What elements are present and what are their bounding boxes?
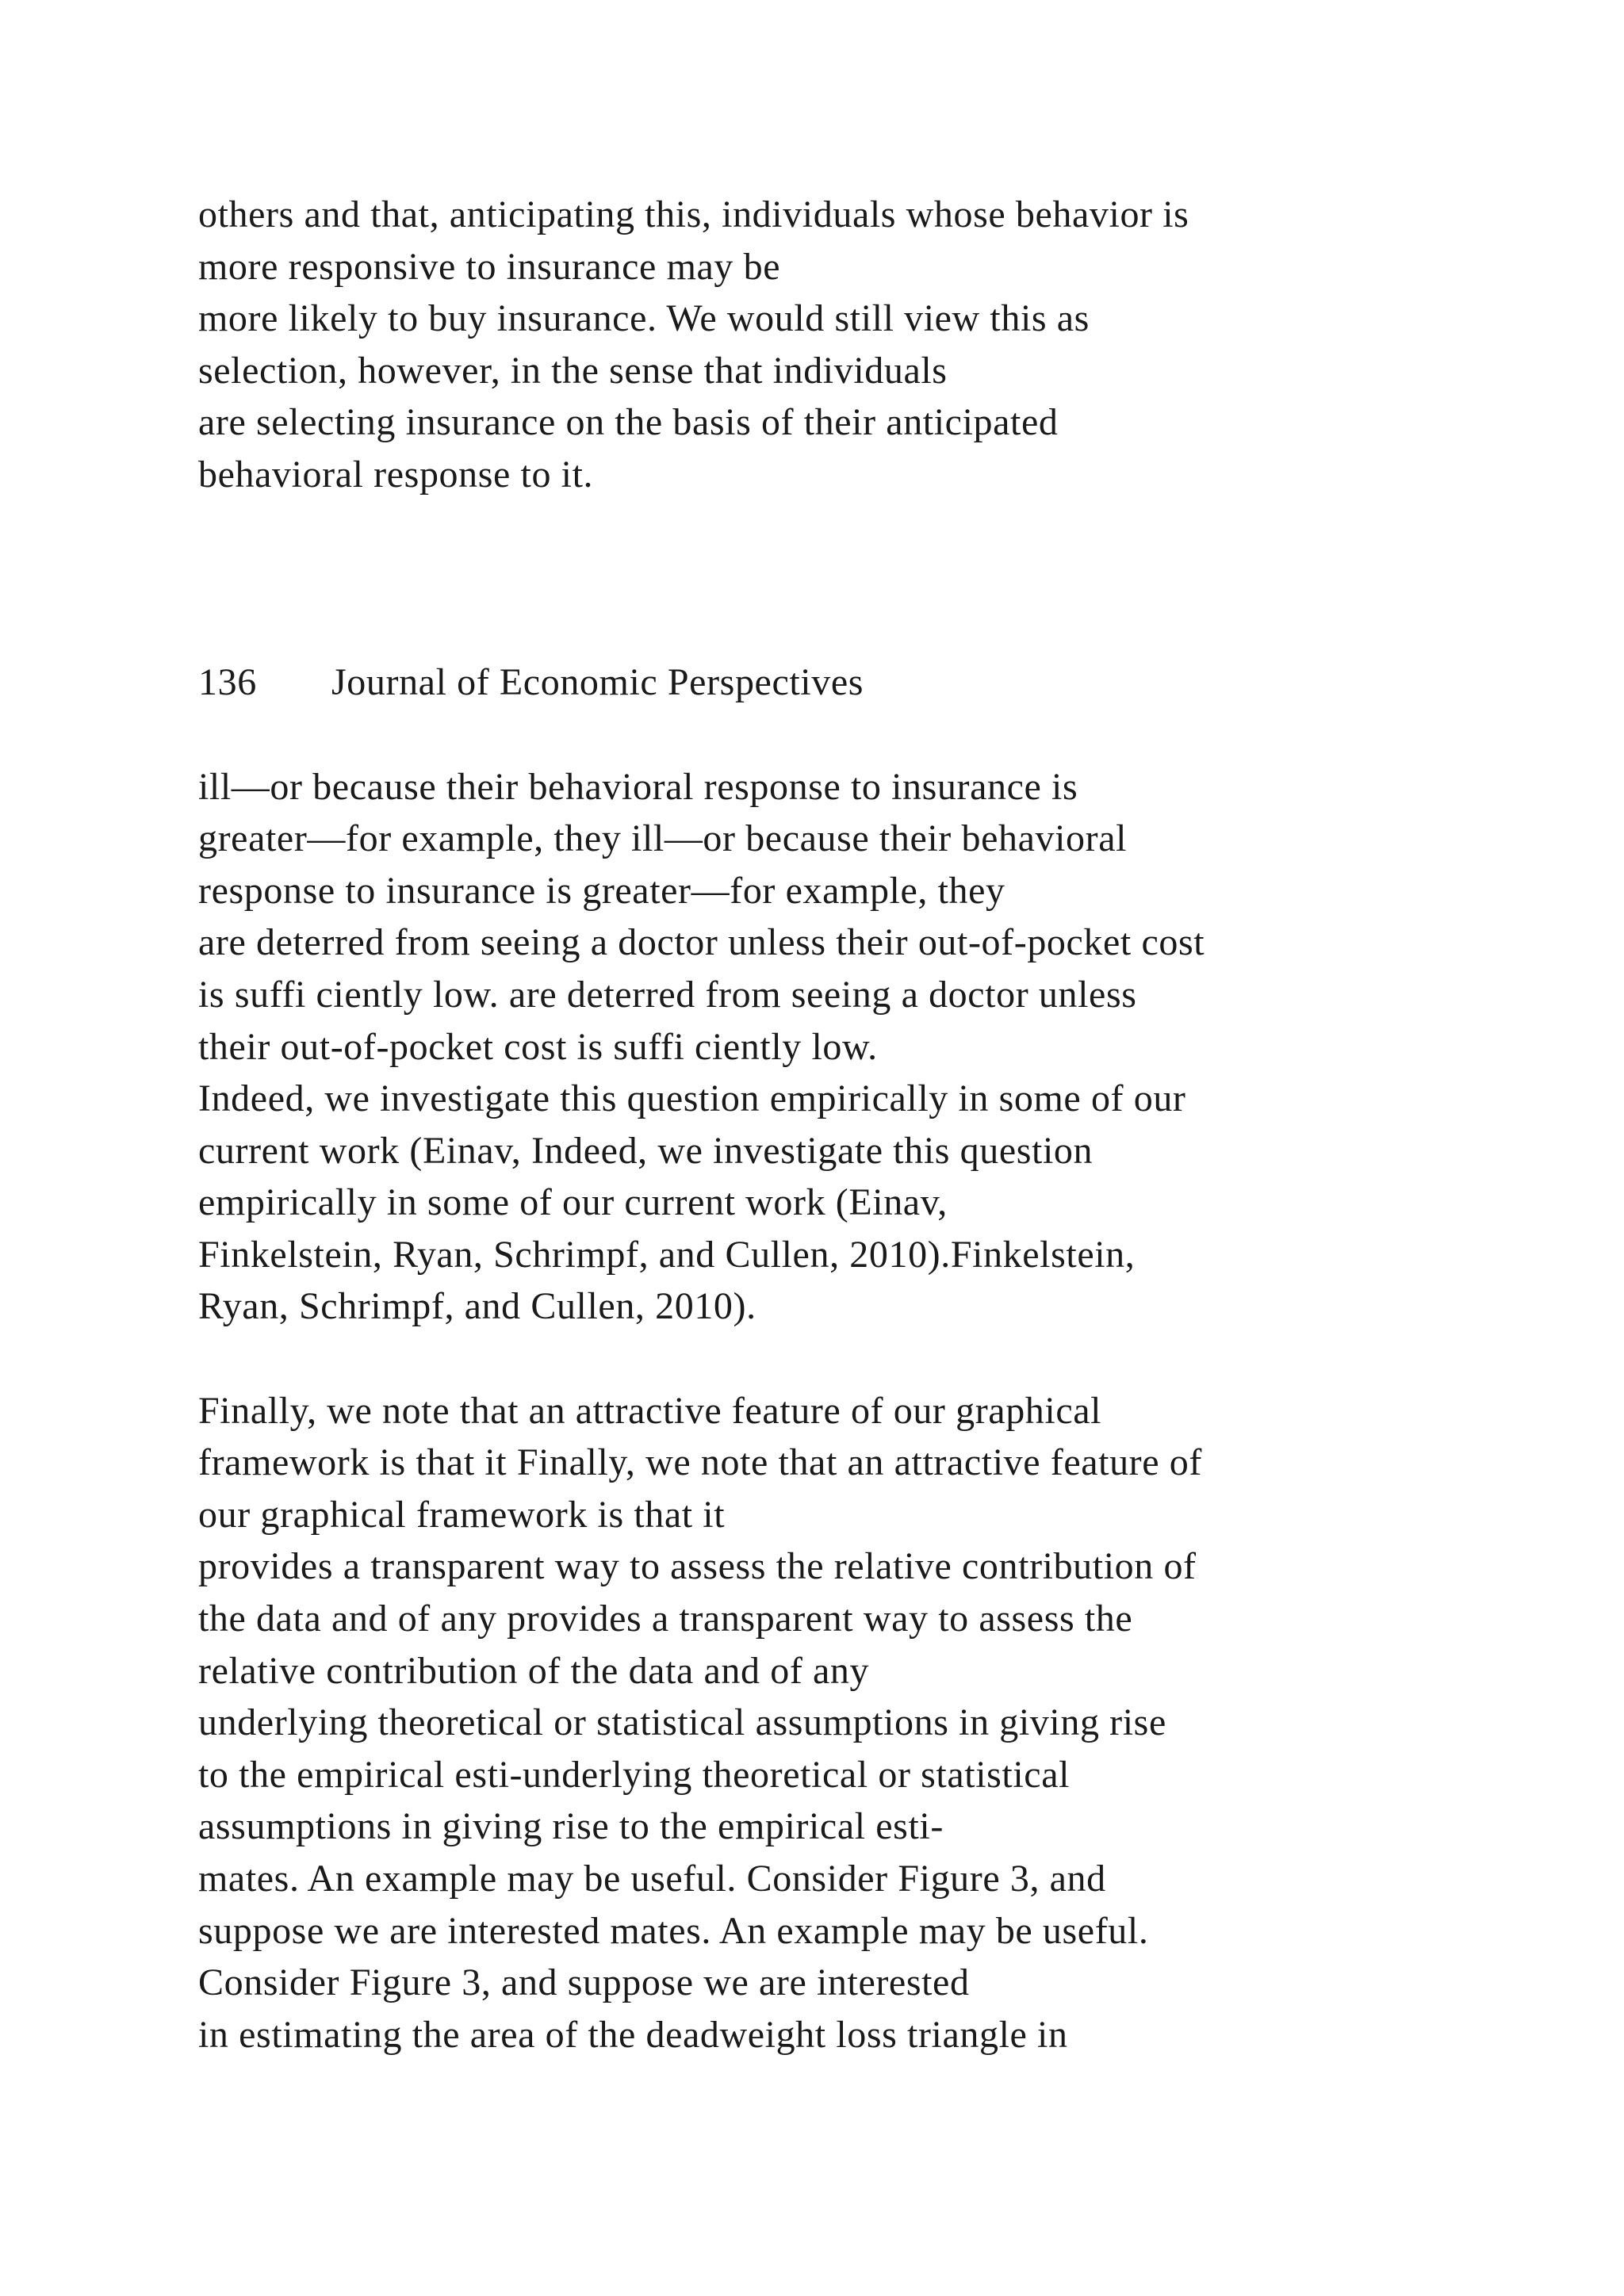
running-header [198, 656, 1467, 709]
text-line: framework is that it Finally, we note that an attractive feature of [198, 1441, 1202, 1484]
text-line: selection, however, in the sense that individuals [198, 349, 948, 392]
text-line: current work (Einav, Indeed, we investigate this question [198, 1129, 1094, 1172]
spacer [198, 709, 1467, 761]
text-line: the data and of any provides a transparent way to assess the [198, 1598, 1133, 1640]
page-number: 136 [198, 661, 257, 704]
text-line: others and that, anticipating this, individuals whose behavior is [198, 193, 1189, 235]
text-line: are selecting insurance on the basis of their anticipated [198, 401, 1059, 444]
text-line: Finally, we note that an attractive feature of our graphical [198, 1389, 1102, 1432]
text-line: provides a transparent way to assess the relative contribution of [198, 1545, 1197, 1588]
text-line: greater—for example, they ill—or because their behavioral [198, 817, 1128, 860]
text-line: Ryan, Schrimpf, and Cullen, 2010). [198, 1285, 756, 1328]
text-line: relative contribution of the data and of any [198, 1649, 870, 1692]
text-line: assumptions in giving rise to the empirical esti- [198, 1805, 944, 1848]
text-line: their out-of-pocket cost is suffi ciently low. [198, 1025, 878, 1068]
text-line: behavioral response to it. [198, 453, 594, 496]
text-line: are deterred from seeing a doctor unless their out-of-pocket cost [198, 921, 1205, 964]
text-line: empirically in some of our current work (Einav, [198, 1181, 948, 1224]
text-line: ill—or because their behavioral response to insurance is [198, 765, 1078, 808]
spacer [198, 553, 1467, 605]
spacer [198, 605, 1467, 657]
text-line: underlying theoretical or statistical assumptions in giving rise [198, 1701, 1166, 1744]
text-line: our graphical framework is that it [198, 1493, 726, 1536]
spacer [198, 1333, 1467, 1385]
text-line: response to insurance is greater—for example, they [198, 869, 1005, 912]
text-line: Indeed, we investigate this question empirically in some of our [198, 1077, 1186, 1120]
text-line: more likely to buy insurance. We would still view this as [198, 297, 1090, 340]
paragraph-block-2 [198, 761, 1467, 1334]
text-line: to the empirical esti-underlying theoretical or statistical [198, 1753, 1071, 1796]
journal-title: Journal of Economic Perspectives [331, 661, 864, 704]
paragraph-block-3 [198, 1385, 1467, 2061]
text-line: Consider Figure 3, and suppose we are interested [198, 1961, 970, 2004]
text-line: suppose we are interested mates. An example may be useful. [198, 1909, 1149, 1952]
text-line: more responsive to insurance may be [198, 245, 781, 288]
spacer [198, 501, 1467, 553]
paragraph-block-1 [198, 189, 1467, 501]
document-page [198, 189, 1467, 2061]
text-line: is suffi ciently low. are deterred from seeing a doctor unless [198, 973, 1137, 1016]
text-line: in estimating the area of the deadweight loss triangle in [198, 2013, 1068, 2056]
text-line: mates. An example may be useful. Consider Figure 3, and [198, 1858, 1106, 1900]
text-line: Finkelstein, Ryan, Schrimpf, and Cullen, 2010).Finkelstein, [198, 1233, 1136, 1276]
